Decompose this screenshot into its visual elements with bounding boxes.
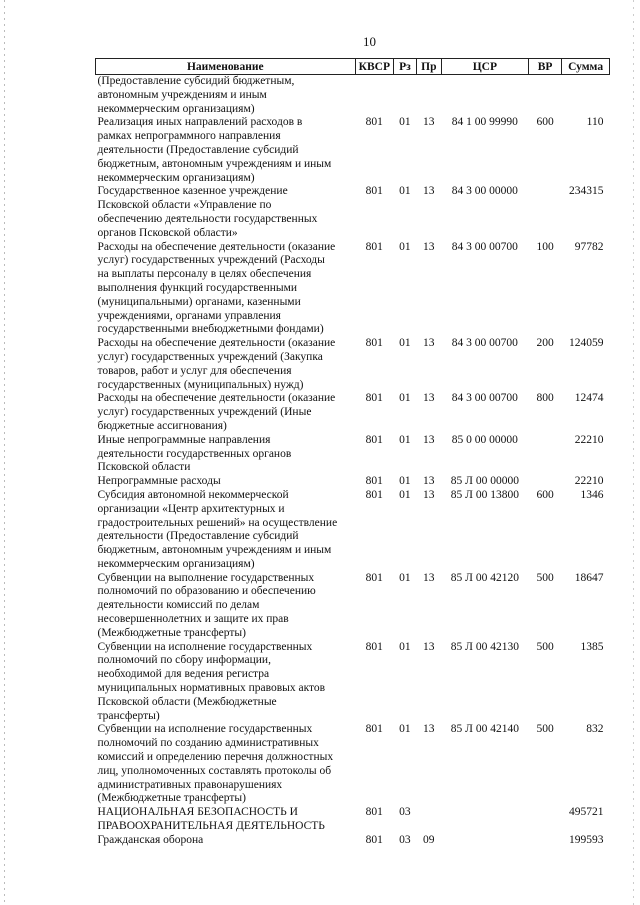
cell-rz: 01 (399, 640, 411, 653)
cell-csr: 85 Л 00 42120 (450, 571, 519, 584)
cell-name-line: административных правонарушениях (97, 778, 283, 791)
cell-vr: 500 (536, 723, 554, 736)
cell-name-line: некоммерческим организациям) (97, 557, 255, 570)
cell-sum: 495721 (569, 806, 604, 819)
cell-name (96, 241, 356, 338)
cell-name-line: (Межбюджетные трансферты) (97, 626, 246, 639)
cell-kvsr: 801 (365, 571, 383, 584)
cell-name-line: комиссий и определению перечня должностных (97, 751, 334, 764)
cell-csr: 85 0 00 00000 (451, 433, 518, 446)
cell-sum: 234315 (569, 185, 604, 198)
cell-csr (441, 834, 528, 848)
cell-name-line: Реализация иных направлений расходов в (97, 116, 303, 129)
cell-name-line: необходимой для ведения регистра (97, 668, 270, 681)
table-row (96, 337, 610, 392)
table-row (96, 723, 610, 806)
cell-sum: 1346 (580, 488, 604, 501)
cell-kvsr: 801 (365, 185, 383, 198)
cell-name-line: лиц, уполномоченных составлять протоколы об (97, 764, 332, 777)
cell-csr: 84 1 00 99990 (451, 116, 518, 129)
cell-name-line: ПРАВООХРАНИТЕЛЬНАЯ ДЕЯТЕЛЬНОСТЬ (97, 820, 325, 833)
cell-sum: 18647 (574, 571, 604, 584)
cell-kvsr: 801 (365, 833, 383, 846)
cell-kvsr (355, 75, 393, 117)
cell-rz: 01 (399, 392, 411, 405)
cell-name-line: организации «Центр архитектурных и (97, 502, 285, 515)
cell-pr: 13 (423, 185, 435, 198)
cell-rz (394, 75, 417, 117)
cell-vr (528, 75, 561, 117)
cell-vr: 600 (536, 116, 554, 129)
cell-name (96, 475, 356, 489)
cell-vr: 200 (536, 337, 554, 350)
budget-table-container (95, 58, 610, 848)
cell-name-line: Субсидия автономной некоммерческой (97, 488, 289, 501)
cell-pr: 13 (423, 723, 435, 736)
cell-kvsr: 801 (365, 488, 383, 501)
cell-sum: 199593 (569, 833, 604, 846)
cell-name-line: (Межбюджетные трансферты) (97, 792, 246, 805)
cell-csr: 84 3 00 00700 (451, 337, 518, 350)
cell-rz: 03 (399, 806, 411, 819)
cell-name-line: государственных (муниципальных) нужд) (97, 378, 304, 391)
table-row (96, 75, 610, 117)
table-row (96, 641, 610, 724)
cell-rz: 01 (399, 337, 411, 350)
cell-kvsr: 801 (365, 116, 383, 129)
cell-rz: 01 (399, 723, 411, 736)
cell-csr: 84 3 00 00000 (451, 185, 518, 198)
cell-name-line: муниципальных нормативных правовых актов (97, 682, 326, 695)
cell-name-line: Расходы на обеспечение деятельности (оказание (97, 392, 336, 405)
cell-sum (562, 75, 610, 117)
cell-name-line: деятельности государственных органов (97, 447, 292, 460)
cell-pr: 13 (423, 488, 435, 501)
cell-name-line: обеспечению деятельности государственных (97, 212, 318, 225)
cell-name (96, 489, 356, 572)
header-pr: Пр (416, 59, 441, 75)
cell-name-line: Государственное казенное учреждение (97, 185, 288, 198)
cell-kvsr: 801 (365, 806, 383, 819)
cell-rz: 01 (399, 240, 411, 253)
cell-name (96, 185, 356, 240)
header-name: Наименование (96, 59, 356, 75)
cell-csr: 85 Л 00 42130 (450, 640, 519, 653)
cell-sum: 832 (586, 723, 604, 736)
table-body (96, 75, 610, 848)
cell-rz: 01 (399, 488, 411, 501)
scan-edge-right (633, 0, 634, 905)
cell-pr: 13 (423, 116, 435, 129)
cell-name (96, 834, 356, 848)
cell-rz: 01 (399, 433, 411, 446)
table-row (96, 489, 610, 572)
cell-name-line: на выплаты персоналу в целях обеспечения (97, 268, 312, 281)
cell-rz: 01 (399, 116, 411, 129)
cell-name-line: Расходы на обеспечение деятельности (оказание (97, 337, 336, 350)
cell-sum: 1385 (580, 640, 604, 653)
cell-vr: 500 (536, 571, 554, 584)
header-vr: ВР (528, 59, 561, 75)
cell-name-line: Псковской области «Управление по (97, 199, 272, 212)
cell-name-line: деятельности комиссий по делам (97, 599, 260, 612)
header-rz: Рз (394, 59, 417, 75)
cell-name (96, 572, 356, 641)
cell-name-line: Псковской области (97, 461, 191, 474)
cell-name-line: государственными внебюджетными фондами) (97, 323, 324, 336)
cell-name-line: Гражданская оборона (97, 833, 204, 846)
table-row (96, 434, 610, 475)
cell-csr: 85 Л 00 00000 (450, 475, 519, 488)
cell-vr: 500 (536, 640, 554, 653)
cell-name-line: рамках непрограммного направления (97, 130, 281, 143)
cell-csr: 85 Л 00 13800 (450, 488, 519, 501)
cell-rz: 01 (399, 475, 411, 488)
cell-name (96, 641, 356, 724)
table-row (96, 185, 610, 240)
cell-pr: 13 (423, 571, 435, 584)
cell-kvsr: 801 (365, 240, 383, 253)
cell-name-line: Непрограммные расходы (97, 475, 221, 488)
cell-name-line: Псковской области (Межбюджетные (97, 695, 277, 708)
page-number: 10 (363, 34, 376, 49)
cell-kvsr: 801 (365, 337, 383, 350)
cell-pr: 13 (423, 475, 435, 488)
table-row (96, 392, 610, 433)
cell-name-line: товаров, работ и услуг для обеспечения (97, 364, 292, 377)
cell-name-line: бюджетные ассигнования) (97, 419, 227, 432)
cell-csr: 85 Л 00 42140 (450, 723, 519, 736)
cell-name-line: градостроительных решений» на осуществление (97, 516, 338, 529)
cell-csr: 84 3 00 00700 (451, 240, 518, 253)
cell-csr (441, 75, 528, 117)
scan-edge-left (4, 0, 5, 905)
cell-vr (528, 185, 561, 240)
cell-pr: 13 (423, 392, 435, 405)
cell-name-line: услуг) государственных учреждений (Закупка (97, 350, 323, 363)
cell-pr: 09 (423, 833, 435, 846)
cell-pr: 13 (423, 240, 435, 253)
cell-name-line: полномочий по созданию административных (97, 737, 319, 750)
cell-kvsr: 801 (365, 640, 383, 653)
cell-name-line: автономным учреждениям и иным (97, 88, 267, 101)
cell-vr (528, 434, 561, 475)
cell-name-line: деятельности (Предоставление субсидий (97, 143, 299, 156)
cell-name (96, 392, 356, 433)
cell-pr (416, 806, 441, 834)
cell-name (96, 337, 356, 392)
cell-pr (416, 75, 441, 117)
cell-name (96, 75, 356, 117)
cell-rz: 03 (399, 833, 411, 846)
cell-sum: 22210 (574, 475, 604, 488)
cell-vr: 100 (536, 240, 554, 253)
table-row (96, 834, 610, 848)
header-kvsr: КВСР (355, 59, 393, 75)
cell-name (96, 116, 356, 185)
header-sum: Сумма (562, 59, 610, 75)
cell-name-line: несовершеннолетних и защите их прав (97, 613, 289, 626)
cell-name-line: деятельности (Предоставление субсидий (97, 530, 299, 543)
cell-name-line: Расходы на обеспечение деятельности (оказание (97, 240, 336, 253)
cell-vr (528, 806, 561, 834)
cell-kvsr: 801 (365, 723, 383, 736)
cell-name-line: некоммерческим организациям) (97, 102, 255, 115)
cell-name-line: Субвенции на исполнение государственных (97, 640, 313, 653)
cell-name-line: органов Псковской области» (97, 226, 238, 239)
cell-sum: 22210 (574, 433, 604, 446)
table-header-row (96, 59, 610, 75)
cell-kvsr: 801 (365, 392, 383, 405)
cell-name-line: трансферты) (97, 709, 160, 722)
cell-sum: 97782 (574, 240, 604, 253)
cell-csr: 84 3 00 00700 (451, 392, 518, 405)
cell-sum: 110 (586, 116, 604, 129)
cell-name-line: бюджетным, автономным учреждениям и иным (97, 157, 332, 170)
cell-name-line: услуг) государственных учреждений (Иные (97, 406, 312, 419)
cell-name-line: (Предоставление субсидий бюджетным, (97, 75, 295, 87)
table-row (96, 806, 610, 834)
header-csr: ЦСР (441, 59, 528, 75)
table-row (96, 116, 610, 185)
cell-name-line: Субвенции на выполнение государственных (97, 571, 315, 584)
cell-name-line: Субвенции на исполнение государственных (97, 723, 313, 736)
cell-name-line: полномочий по образованию и обеспечению (97, 585, 316, 598)
cell-rz: 01 (399, 185, 411, 198)
cell-name-line: Иные непрограммные направления (97, 433, 271, 446)
budget-table (95, 58, 610, 848)
cell-name (96, 723, 356, 806)
cell-sum: 124059 (569, 337, 604, 350)
cell-name-line: бюджетным, автономным учреждениям и иным (97, 544, 332, 557)
cell-vr: 600 (536, 488, 554, 501)
cell-name-line: некоммерческим организациям) (97, 171, 255, 184)
table-row (96, 572, 610, 641)
cell-name-line: учреждениями, органами управления (97, 309, 281, 322)
cell-vr (528, 475, 561, 489)
cell-pr: 13 (423, 337, 435, 350)
table-row (96, 475, 610, 489)
cell-pr: 13 (423, 433, 435, 446)
cell-csr (441, 806, 528, 834)
table-row (96, 241, 610, 338)
cell-kvsr: 801 (365, 475, 383, 488)
cell-name-line: НАЦИОНАЛЬНАЯ БЕЗОПАСНОСТЬ И (97, 806, 298, 819)
cell-name-line: полномочий по сбору информации, (97, 654, 271, 667)
cell-name-line: услуг) государственных учреждений (Расходы (97, 254, 325, 267)
cell-vr (528, 834, 561, 848)
cell-pr: 13 (423, 640, 435, 653)
cell-name-line: (муниципальными) органами, казенными (97, 295, 301, 308)
cell-kvsr: 801 (365, 433, 383, 446)
cell-vr: 800 (536, 392, 554, 405)
cell-rz: 01 (399, 571, 411, 584)
cell-sum: 12474 (574, 392, 604, 405)
cell-name (96, 806, 356, 834)
cell-name-line: выполнения функций государственными (97, 281, 298, 294)
cell-name (96, 434, 356, 475)
